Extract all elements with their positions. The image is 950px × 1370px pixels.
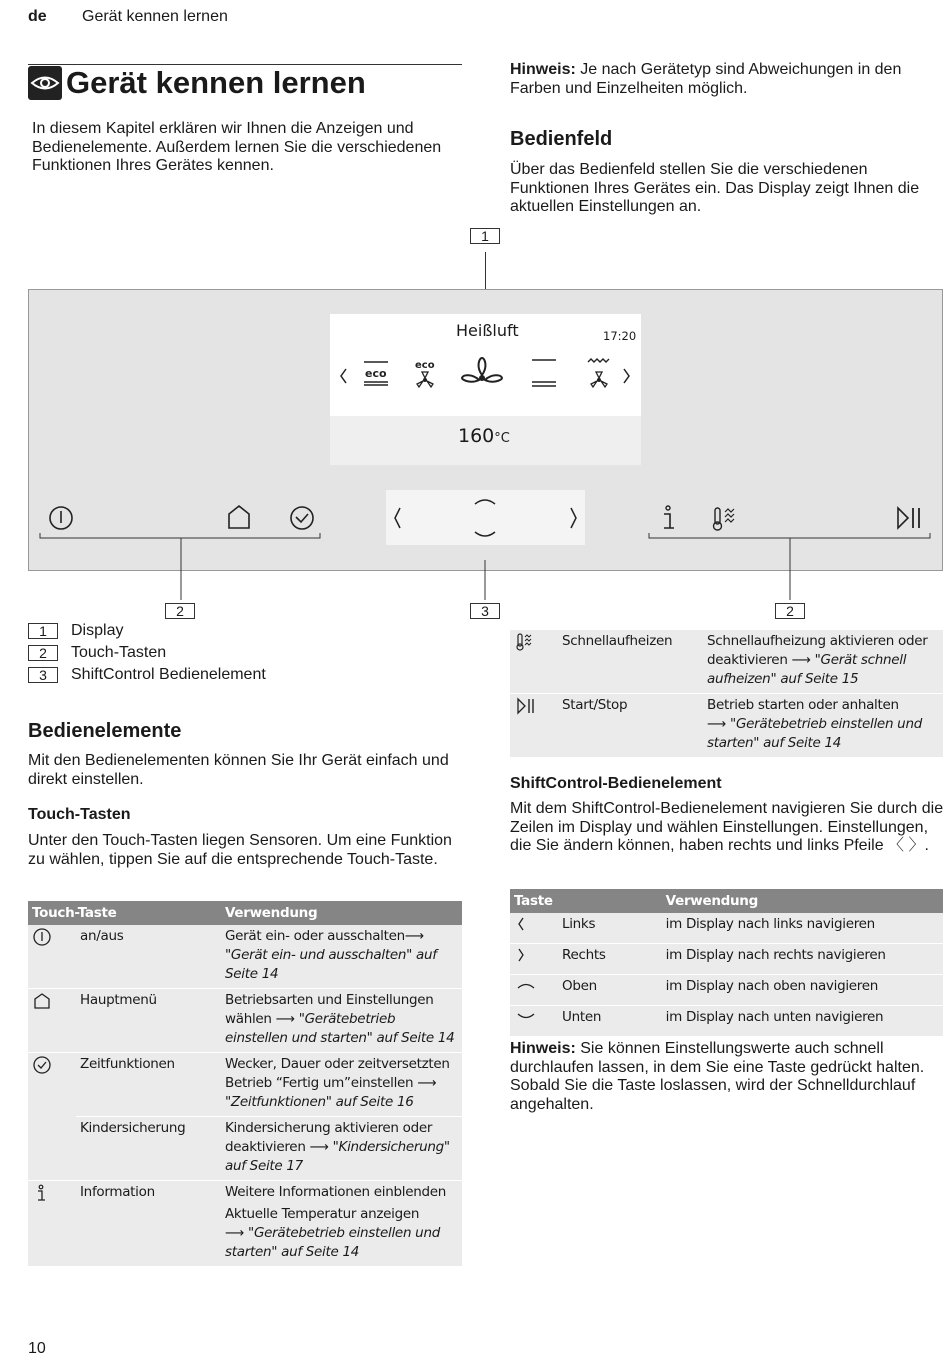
arrow-icon: ⟶ <box>275 1011 295 1027</box>
right-key-name: Schnellaufheizen <box>558 630 703 694</box>
header-language: de <box>28 8 47 25</box>
hotair-fan-icon <box>462 358 502 382</box>
chevron-up-icon <box>514 977 538 995</box>
touch-key-name: Kindersicherung <box>76 1117 221 1181</box>
right-key-ref: "Gerätebetrieb einstellen und starten" auf Seite 14 <box>707 716 922 751</box>
table-row <box>28 1117 462 1181</box>
arrow-icon: ⟶ <box>417 1075 437 1091</box>
touch-key-name: an/aus <box>76 925 221 989</box>
touch-heading: Touch-Tasten <box>28 806 131 823</box>
table-row <box>510 975 943 1006</box>
legend-item <box>28 622 123 641</box>
bedienelemente-text: Mit den Bedienelementen können Sie Ihr Gerät einfach und direkt einstellen. <box>28 752 449 788</box>
legend-num: 2 <box>28 645 58 661</box>
display-chevron-right-icon <box>624 369 629 383</box>
table-row <box>510 694 943 758</box>
touch-key-ref: "Gerätebetrieb einstellen und starten" auf Seite 14 <box>225 1011 455 1046</box>
legend-item <box>28 644 166 663</box>
shift-key-use: im Display nach links navigieren <box>662 913 943 944</box>
touch-key-name: Hauptmenü <box>76 989 221 1053</box>
hinweis-note-2 <box>510 1040 945 1114</box>
display-mode: Heißluft <box>456 321 519 340</box>
power-icon <box>32 927 52 947</box>
hinweis-label: Hinweis: <box>510 1040 576 1057</box>
touch-key-ref: "Gerät ein- und ausschalten" auf Seite 14 <box>225 947 437 982</box>
touch-key-ref: "Kindersicherung" auf Seite 17 <box>225 1139 450 1174</box>
shift-key-name: Links <box>558 913 662 944</box>
display-temperature <box>458 427 510 449</box>
callout-2-right: 2 <box>775 603 805 619</box>
legend-label: ShiftControl Bedienelement <box>71 666 266 683</box>
grill-fan-icon <box>588 359 609 387</box>
svg-text:eco: eco <box>365 367 387 380</box>
arrow-icon: ⟶ <box>791 652 811 668</box>
chevron-right-icon <box>514 946 528 964</box>
display-time: 17:20 <box>603 329 637 343</box>
arrow-icon: ⟶ <box>404 928 424 944</box>
page-title-block <box>28 66 366 100</box>
table-row <box>510 1006 943 1037</box>
shift-col-key: Taste <box>510 889 662 913</box>
right-key-name: Start/Stop <box>558 694 703 758</box>
hinweis-text: Je nach Gerätetyp sind Abweichungen in den Farben und Einzelheiten möglich. <box>510 61 902 97</box>
display-mode-icons <box>336 352 636 398</box>
touch-key-use: Gerät ein- oder ausschalten <box>225 928 405 944</box>
callout-1: 1 <box>470 228 500 244</box>
table-row <box>28 925 462 989</box>
right-key-ref: "Gerät schnell aufheizen" auf Seite 15 <box>707 652 907 687</box>
legend-num: 1 <box>28 623 58 639</box>
eco-hotair-icon <box>415 360 435 387</box>
home-icon <box>32 991 52 1011</box>
touch-key-use: Weitere Informationen einblenden <box>225 1184 446 1200</box>
shift-col-use: Verwendung <box>662 889 943 913</box>
start-stop-icon <box>514 696 538 716</box>
top-bottom-heat-icon <box>532 360 556 386</box>
eye-icon <box>28 66 62 100</box>
shift-key-name: Rechts <box>558 944 662 975</box>
hinweis-note-1 <box>510 61 945 98</box>
touch-key-use: Kindersicherung aktivieren oder deaktivieren <box>225 1120 433 1155</box>
touch-key-name: Information <box>76 1181 221 1267</box>
bedienfeld-heading: Bedienfeld <box>510 128 613 150</box>
touch-text: Unter den Touch-Tasten liegen Sensoren. Um eine Funktion zu wählen, tippen Sie auf die entsprechende Touch-Taste. <box>28 832 452 868</box>
table-row <box>28 1053 462 1117</box>
display-temp-unit: °C <box>494 431 510 446</box>
right-key-use: Schnellaufheizung aktivieren oder deaktivieren <box>707 633 928 668</box>
table-row <box>28 1181 462 1267</box>
info-icon <box>32 1183 52 1203</box>
touch-key-use: Wecker, Dauer oder zeitversetzten Betrieb “Fertig um”einstellen <box>225 1056 450 1091</box>
table-row <box>28 989 462 1053</box>
shiftcontrol-text: Mit dem ShiftControl-Bedienelement navigieren Sie durch die Zeilen im Display und wählen Einstellungen. Einstellungen, die Sie ändern können, haben rechts und links Pfeile 〈 〉. <box>510 800 944 854</box>
touch-table-continued <box>510 630 943 758</box>
shift-key-use: im Display nach rechts navigieren <box>662 944 943 975</box>
arrow-icon: ⟶ <box>309 1139 329 1155</box>
chevron-down-icon <box>514 1008 538 1026</box>
shiftcontrol-table <box>510 889 943 1037</box>
display-temp-value: 160 <box>458 425 495 447</box>
hinweis-label: Hinweis: <box>510 61 576 78</box>
arrow-icon: ⟶ <box>707 716 727 732</box>
shiftcontrol-heading: ShiftControl-Bedienelement <box>510 775 722 792</box>
svg-text:eco: eco <box>415 360 435 371</box>
table-row <box>510 630 943 694</box>
intro-text: In diesem Kapitel erklären wir Ihnen die Anzeigen und Bedienelemente. Außerdem lernen Sie die verschiedenen Funktionen Ihres Gerätes kennen. <box>32 120 442 174</box>
page-title: Gerät kennen lernen <box>66 65 366 100</box>
chevron-left-icon <box>514 915 528 933</box>
touch-key-ref: "Zeitfunktionen" auf Seite 16 <box>225 1094 414 1110</box>
touch-table <box>28 901 462 1267</box>
arrow-icon: ⟶ <box>225 1225 245 1241</box>
legend-label: Display <box>71 622 124 639</box>
touch-col-key: Touch-Taste <box>28 901 221 925</box>
shift-key-name: Oben <box>558 975 662 1006</box>
legend-label: Touch-Tasten <box>71 644 167 661</box>
shift-key-use: im Display nach unten navigieren <box>662 1006 943 1037</box>
rapid-heat-icon <box>514 632 538 652</box>
touch-key-name: Zeitfunktionen <box>76 1053 221 1117</box>
shift-key-name: Unten <box>558 1006 662 1037</box>
touch-col-use: Verwendung <box>221 901 462 925</box>
touch-key-use: Betriebsarten und Einstellungen wählen <box>225 992 434 1027</box>
shift-key-use: im Display nach oben navigieren <box>662 975 943 1006</box>
bedienfeld-text: Über das Bedienfeld stellen Sie die verschiedenen Funktionen Ihres Gerätes ein. Das Display zeigt Ihnen die aktuellen Einstellungen an. <box>510 161 920 215</box>
hinweis-text: Sie können Einstellungswerte auch schnell durchlaufen lassen, in dem Sie eine Taste gedrückt halten. Sobald Sie die Taste loslassen, wird der Schnelldurchlauf angehalten. <box>510 1040 925 1113</box>
clock-icon <box>32 1055 52 1075</box>
callout-2-left: 2 <box>165 603 195 619</box>
callout-3: 3 <box>470 603 500 619</box>
header-title: Gerät kennen lernen <box>82 8 228 25</box>
bedienelemente-heading: Bedienelemente <box>28 720 182 742</box>
touch-key-use-2: Aktuelle Temperatur anzeigen <box>225 1206 420 1222</box>
display-chevron-left-icon <box>341 369 346 383</box>
legend-num: 3 <box>28 667 58 683</box>
eco-bottom-heat-icon <box>364 362 388 385</box>
table-row <box>510 913 943 944</box>
page-number: 10 <box>28 1340 46 1357</box>
table-row <box>510 944 943 975</box>
right-key-use: Betrieb starten oder anhalten <box>707 697 899 713</box>
touch-key-ref: "Gerätebetrieb einstellen und starten" auf Seite 14 <box>225 1225 440 1260</box>
legend-item <box>28 666 266 685</box>
